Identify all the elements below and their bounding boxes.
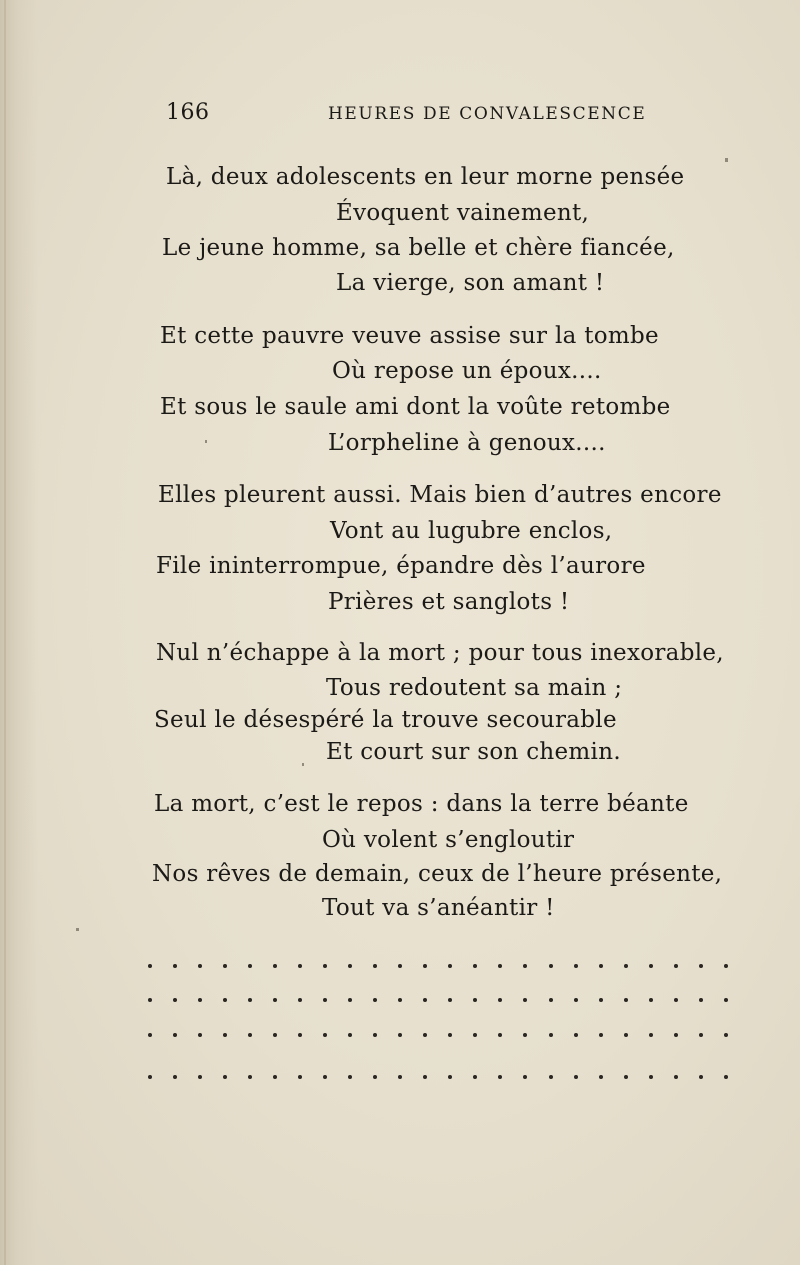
ellipsis-dot xyxy=(649,998,653,1002)
ellipsis-dot xyxy=(198,998,202,1002)
ellipsis-dot xyxy=(348,964,352,968)
ellipsis-dot xyxy=(173,998,177,1002)
ellipsis-dot xyxy=(223,1033,227,1037)
ellipsis-dot xyxy=(398,1075,402,1079)
verse-line: Seul le désespéré la trouve secourable xyxy=(154,707,617,733)
ellipsis-dot-row xyxy=(148,960,728,972)
ellipsis-dot xyxy=(448,1033,452,1037)
ellipsis-dot xyxy=(248,998,252,1002)
ellipsis-dot xyxy=(423,998,427,1002)
ellipsis-dot xyxy=(699,998,703,1002)
verse-line: Tous redoutent sa main ; xyxy=(326,675,623,701)
ellipsis-dot xyxy=(198,964,202,968)
verse-line: Et cette pauvre veuve assise sur la tombe xyxy=(160,323,659,349)
ellipsis-dot xyxy=(448,998,452,1002)
ellipsis-dot xyxy=(624,1075,628,1079)
ellipsis-dot xyxy=(574,1075,578,1079)
ellipsis-dot xyxy=(549,998,553,1002)
verse-line: Et court sur son chemin. xyxy=(326,739,621,765)
ellipsis-dot xyxy=(498,1033,502,1037)
ellipsis-dot xyxy=(724,1033,728,1037)
ellipsis-dot xyxy=(348,998,352,1002)
ellipsis-dot xyxy=(373,964,377,968)
ellipsis-dot xyxy=(148,1075,152,1079)
verse-line: Tout va s’anéantir ! xyxy=(322,895,555,921)
ellipsis-dot xyxy=(674,1033,678,1037)
ellipsis-dot xyxy=(298,964,302,968)
ellipsis-dot xyxy=(574,998,578,1002)
ellipsis-dot xyxy=(148,998,152,1002)
ellipsis-dot xyxy=(674,998,678,1002)
ellipsis-dot xyxy=(523,964,527,968)
ellipsis-dot xyxy=(223,998,227,1002)
ellipsis-dot xyxy=(473,998,477,1002)
ellipsis-dot xyxy=(473,1033,477,1037)
ellipsis-dot-row xyxy=(148,1071,728,1083)
ellipsis-dot xyxy=(699,1075,703,1079)
verse-line: Nul n’échappe à la mort ; pour tous inexorable, xyxy=(156,640,724,666)
ellipsis-dot xyxy=(523,1033,527,1037)
ellipsis-dot xyxy=(724,1075,728,1079)
ellipsis-dot xyxy=(624,998,628,1002)
ellipsis-dot xyxy=(599,1033,603,1037)
paper-speck xyxy=(725,158,728,162)
ellipsis-dot xyxy=(323,1075,327,1079)
ellipsis-dot xyxy=(523,998,527,1002)
paper-speck xyxy=(302,763,304,766)
ellipsis-dot xyxy=(423,1033,427,1037)
ellipsis-dot xyxy=(373,1033,377,1037)
ellipsis-dot xyxy=(498,1075,502,1079)
ellipsis-dot xyxy=(173,964,177,968)
paper-speck xyxy=(76,928,79,931)
ellipsis-dot xyxy=(574,1033,578,1037)
ellipsis-dot xyxy=(624,964,628,968)
ellipsis-dot xyxy=(699,1033,703,1037)
ellipsis-dot xyxy=(674,964,678,968)
ellipsis-dot xyxy=(498,998,502,1002)
verse-line: L’orpheline à genoux.... xyxy=(328,430,606,456)
ellipsis-dot xyxy=(724,964,728,968)
ellipsis-dot xyxy=(599,1075,603,1079)
ellipsis-dot xyxy=(549,1033,553,1037)
ellipsis-dot-row xyxy=(148,994,728,1006)
ellipsis-dot xyxy=(323,1033,327,1037)
ellipsis-dot xyxy=(173,1075,177,1079)
ellipsis-dot xyxy=(223,964,227,968)
ellipsis-dot xyxy=(398,998,402,1002)
running-title: HEURES DE CONVALESCENCE xyxy=(328,104,647,124)
ellipsis-dot xyxy=(198,1075,202,1079)
ellipsis-dot xyxy=(549,964,553,968)
ellipsis-dot xyxy=(298,1033,302,1037)
ellipsis-dot xyxy=(198,1033,202,1037)
ellipsis-dot xyxy=(298,1075,302,1079)
ellipsis-dot xyxy=(323,964,327,968)
ellipsis-dot xyxy=(373,1075,377,1079)
ellipsis-dot xyxy=(724,998,728,1002)
ellipsis-dot-row xyxy=(148,1029,728,1041)
ellipsis-dot xyxy=(348,1033,352,1037)
ellipsis-dot xyxy=(298,998,302,1002)
ellipsis-dot xyxy=(674,1075,678,1079)
ellipsis-dot xyxy=(599,998,603,1002)
verse-line: La mort, c’est le repos : dans la terre béante xyxy=(154,791,689,817)
verse-line: Où repose un époux.... xyxy=(332,358,602,384)
verse-line: Le jeune homme, sa belle et chère fiancée, xyxy=(162,235,675,261)
ellipsis-dot xyxy=(423,964,427,968)
verse-line: La vierge, son amant ! xyxy=(336,270,605,296)
ellipsis-dot xyxy=(649,1075,653,1079)
ellipsis-dot xyxy=(248,964,252,968)
ellipsis-dot xyxy=(398,1033,402,1037)
ellipsis-dot xyxy=(148,964,152,968)
ellipsis-dot xyxy=(448,964,452,968)
ellipsis-dot xyxy=(248,1075,252,1079)
ellipsis-dot xyxy=(599,964,603,968)
ellipsis-dot xyxy=(473,964,477,968)
ellipsis-dot xyxy=(448,1075,452,1079)
ellipsis-dot xyxy=(398,964,402,968)
ellipsis-dot xyxy=(173,1033,177,1037)
verse-line: File ininterrompue, épandre dès l’aurore xyxy=(156,553,646,579)
ellipsis-dot xyxy=(523,1075,527,1079)
verse-line: Où volent s’engloutir xyxy=(322,827,575,853)
ellipsis-dot xyxy=(323,998,327,1002)
verse-line: Vont au lugubre enclos, xyxy=(330,518,613,544)
ellipsis-dot xyxy=(348,1075,352,1079)
ellipsis-dot xyxy=(624,1033,628,1037)
ellipsis-dot xyxy=(273,1033,277,1037)
ellipsis-dot xyxy=(649,964,653,968)
ellipsis-dot xyxy=(273,998,277,1002)
ellipsis-dot xyxy=(473,1075,477,1079)
ellipsis-dot xyxy=(223,1075,227,1079)
ellipsis-dot xyxy=(574,964,578,968)
verse-line: Là, deux adolescents en leur morne pensée xyxy=(166,164,685,190)
ellipsis-dot xyxy=(549,1075,553,1079)
ellipsis-dot xyxy=(273,1075,277,1079)
verse-line: Et sous le saule ami dont la voûte retombe xyxy=(160,394,671,420)
verse-line: Évoquent vainement, xyxy=(336,200,590,226)
paper-speck xyxy=(205,440,207,443)
ellipsis-dot xyxy=(248,1033,252,1037)
verse-line: Elles pleurent aussi. Mais bien d’autres encore xyxy=(158,482,722,508)
ellipsis-dot xyxy=(699,964,703,968)
ellipsis-dot xyxy=(373,998,377,1002)
ellipsis-dot xyxy=(498,964,502,968)
ellipsis-dot xyxy=(423,1075,427,1079)
ellipsis-dot xyxy=(148,1033,152,1037)
ellipsis-dot xyxy=(273,964,277,968)
page-number: 166 xyxy=(166,100,210,125)
verse-line: Prières et sanglots ! xyxy=(328,589,570,615)
verse-line: Nos rêves de demain, ceux de l’heure présente, xyxy=(152,861,723,887)
ellipsis-dot xyxy=(649,1033,653,1037)
